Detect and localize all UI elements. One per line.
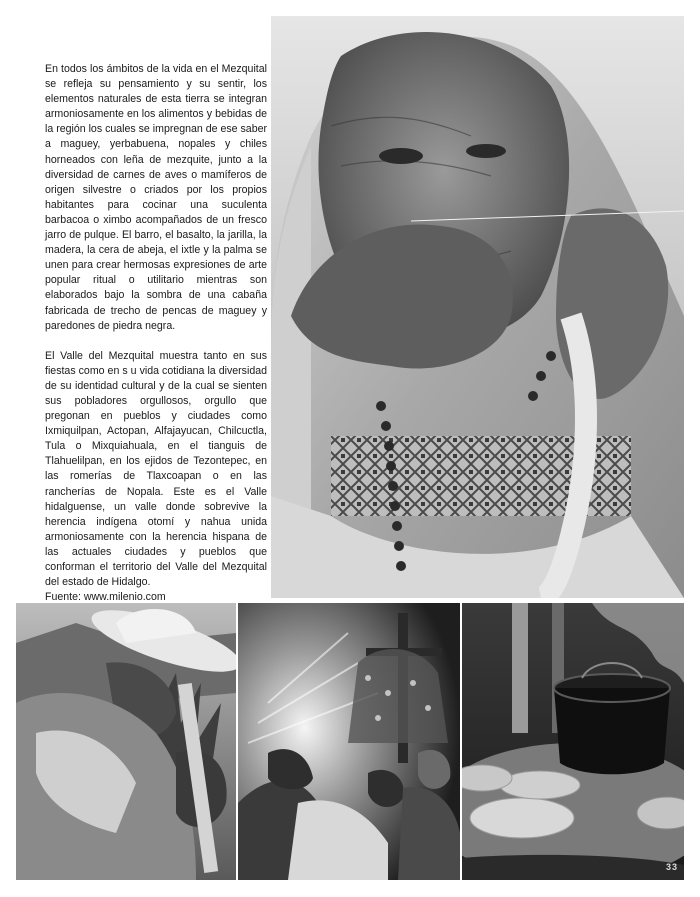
hero-photo-graphic (271, 16, 684, 598)
photo-man-with-hat (16, 603, 236, 880)
article-paragraph-1: En todos los ámbitos de la vida en el Mezquital se refleja su pensamiento y su sentir, los elementos naturales de esta tierra se integran armoniosamente en los alimentos y bebidas de la región los cuales se impregnan de ese saber a maguey, yerbabuena, nopales y chiles horneados con leña de mezquite, junto a la diversidad de carnes de aves o mamíferos de origen silvestre o criados por los propios habitantes para cocinar una suculenta barbacoa o ximbo acompañados de un fresco jarro de pulque. El barro, el basalto, la jarilla, la madera, la cera de abeja, el ixtle y la palma se unen para crear hermosas expresiones de arte popular ritual o utilitario mientras son elaborados bajo la sombra de una cabaña fabricada de trecho de pencas de maguey y paredones de piedra negra. (45, 63, 268, 332)
article-text-column (45, 62, 267, 620)
source-credit: Fuente: www.milenio.com (45, 591, 166, 604)
photo-night-festival-graphic (238, 603, 460, 880)
page-number: 33 (665, 862, 678, 872)
photo-comal-tortillas (462, 603, 684, 880)
article-paragraph-2 (45, 349, 267, 621)
paragraph-2-text: El Valle del Mezquital muestra tanto en sus fiestas como en s u vida cotidiana la diversidad de su identidad cultural y de la cual se sienten sus pobladores orgullosos, orgullo que pregonan en pueblos y ciudades como Ixmiquilpan, Actopan, Alfajayucan, Chilcuctla, Tula o Mixquiahuala, en el tianguis de Tlahuelilpan, en los ejidos de Tezontepec, en las romerías de Tlaxcoapan o en las rancherías de Nopala. Este es el Valle hidalguense, un valle donde sobrevive la herencia indígena otomí y nahua unida armoniosamente con la herencia hispana de las actuales ciudades y pueblos que conforman el territorio del Valle del Mezquital del estado de Hidalgo. (45, 349, 267, 589)
photo-comal-tortillas-graphic (462, 603, 684, 880)
hero-photo-woman-spinning (271, 16, 684, 598)
photo-man-with-hat-graphic (16, 603, 236, 880)
photo-night-festival (238, 603, 460, 880)
